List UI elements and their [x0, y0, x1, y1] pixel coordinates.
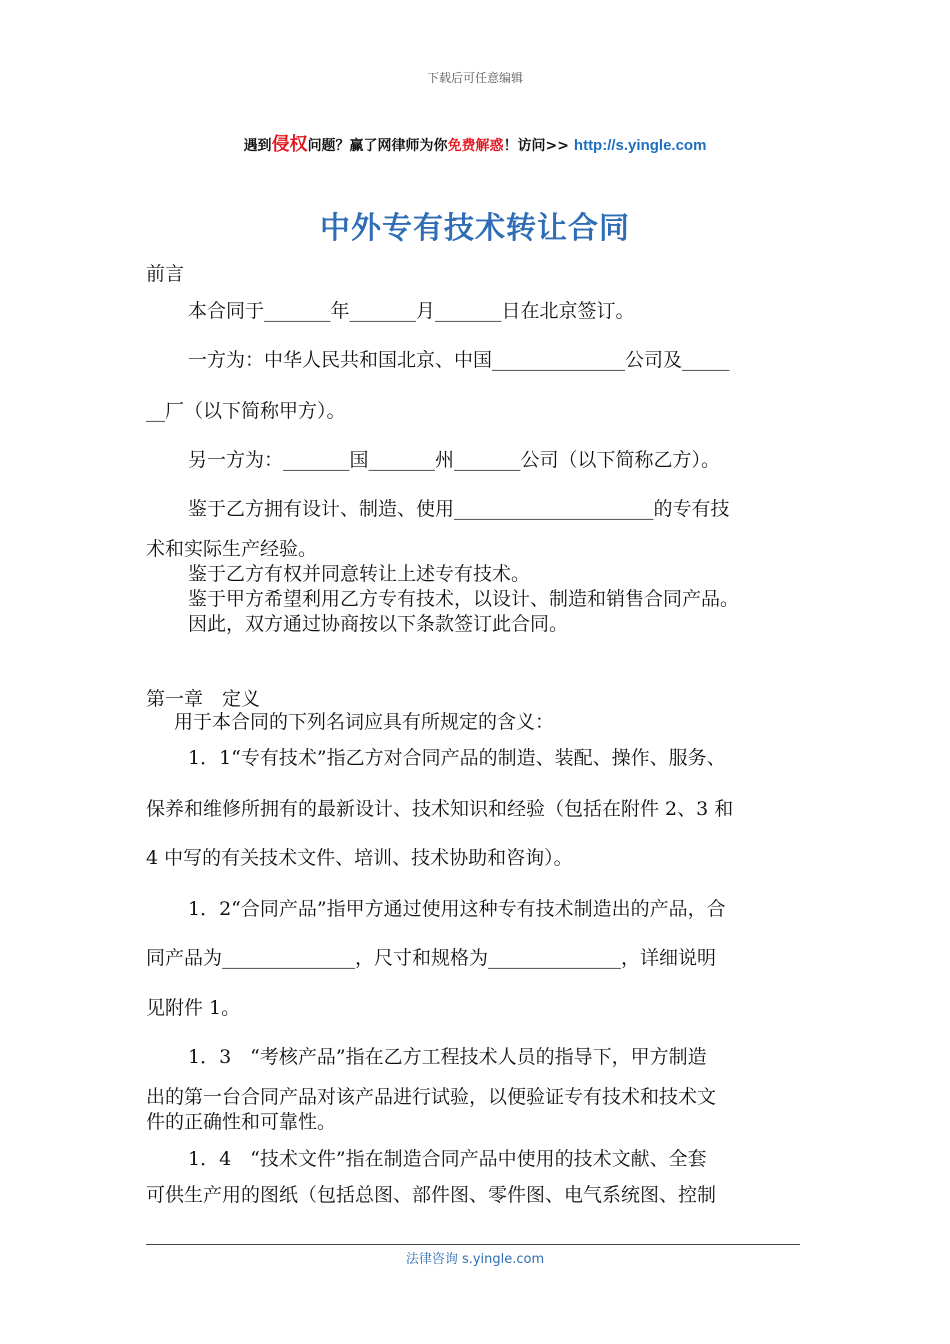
paragraph-line: 1．2“合同产品”指甲方通过使用这种专有技术制造出的产品，合	[188, 898, 726, 920]
paragraph-line: 件的正确性和可靠性。	[146, 1111, 337, 1133]
footer-link[interactable]: 法律咨询 s.yingle.com	[405, 1252, 545, 1267]
paragraph-line: 用于本合同的下列名词应具有所规定的含义：	[174, 711, 555, 733]
paragraph-line: 一方为：中华人民共和国北京、中国______________公司及_____	[188, 349, 730, 371]
download-note: 下载后可任意编辑	[426, 71, 523, 85]
promo-text-3: ！访问>>	[503, 138, 574, 154]
promo-highlight-free: 免费解惑	[447, 138, 504, 154]
paragraph-line: 出的第一台合同产品对该产品进行试验，以便验证专有技术和技术文	[146, 1086, 717, 1108]
paragraph-line: 1．4 “技术文件”指在制造合同产品中使用的技术文献、全套	[188, 1148, 707, 1170]
paragraph-line: __厂（以下简称甲方）。	[146, 400, 346, 422]
paragraph-line: 鉴于甲方希望利用乙方专有技术，以设计、制造和销售合同产品。	[188, 588, 740, 610]
paragraph-line: 可供生产用的图纸（包括总图、部件图、零件图、电气系统图、控制	[146, 1184, 717, 1206]
paragraph-line: 1．1“专有技术”指乙方对合同产品的制造、装配、操作、服务、	[188, 747, 726, 769]
paragraph-line: 保养和维修所拥有的最新设计、技术知识和经验（包括在附件 2、3 和	[146, 798, 734, 820]
paragraph-line: 术和实际生产经验。	[146, 538, 318, 560]
promo-banner	[0, 130, 950, 156]
promo-text-2: 问题？赢了网律师为你	[307, 138, 448, 154]
paragraph-line: 同产品为______________，尺寸和规格为______________，详细说明	[146, 947, 717, 969]
document-title: 中外专有技术转让合同	[320, 211, 630, 246]
paragraph-line: 因此，双方通过协商按以下条款签订此合同。	[188, 613, 569, 635]
paragraph-line: 另一方为：_______国_______州_______公司（以下简称乙方）。	[188, 449, 721, 471]
promo-link[interactable]: http://s.yingle.com	[573, 137, 707, 154]
paragraph-line: 本合同于_______年_______月_______日在北京签订。	[188, 300, 635, 322]
paragraph-line: 4 中写的有关技术文件、培训、技术协助和咨询）。	[146, 847, 573, 869]
section-heading-preface: 前言	[146, 263, 185, 285]
paragraph-line: 见附件 1。	[146, 997, 241, 1019]
promo-text-1: 遇到	[243, 138, 272, 154]
paragraph-line: 1．3 “考核产品”指在乙方工程技术人员的指导下，甲方制造	[188, 1046, 707, 1068]
footer-divider	[146, 1244, 800, 1245]
promo-highlight-infringement: 侵权	[271, 134, 308, 155]
paragraph-line: 鉴于乙方有权并同意转让上述专有技术。	[188, 563, 531, 585]
paragraph-line: 鉴于乙方拥有设计、制造、使用_____________________的专有技	[188, 498, 730, 520]
chapter-heading: 第一章 定义	[146, 688, 261, 710]
